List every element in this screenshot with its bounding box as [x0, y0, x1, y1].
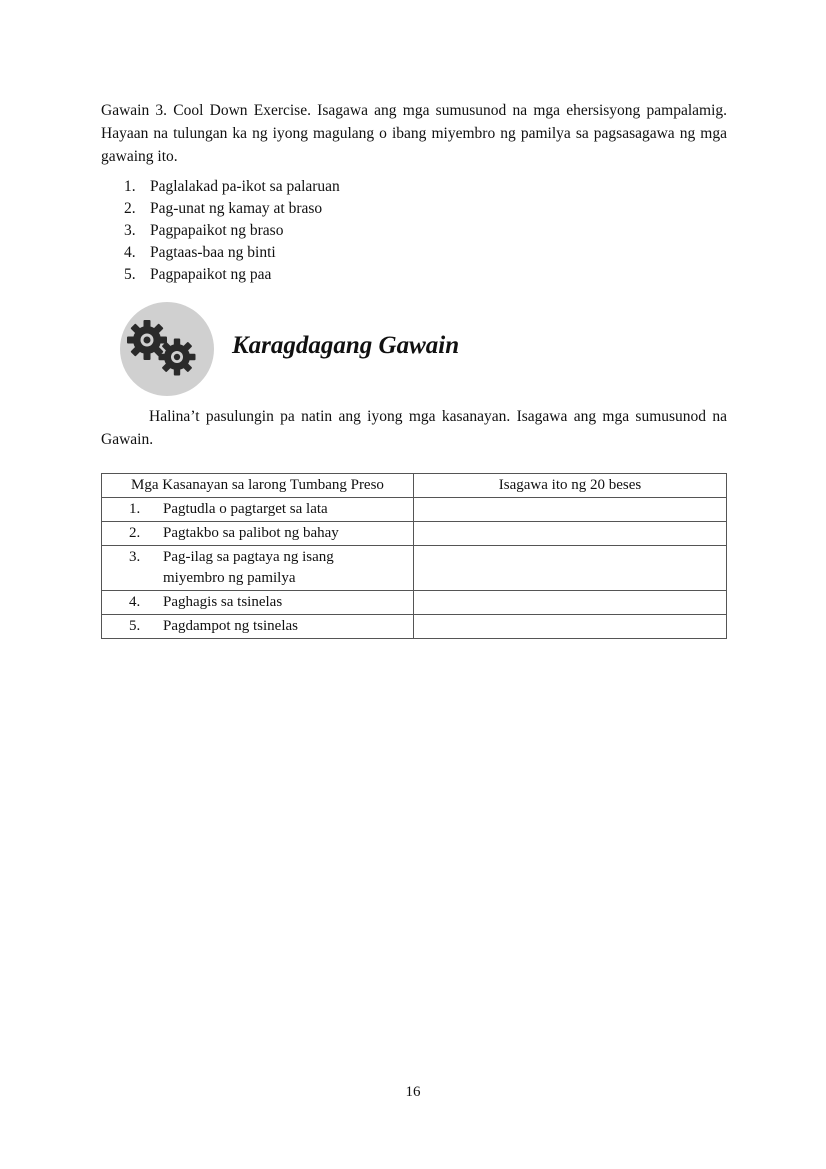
skill-cell — [102, 591, 414, 615]
skill-cell — [102, 498, 414, 522]
list-item — [124, 242, 340, 264]
list-item-number: 2. — [124, 200, 136, 217]
list-item — [124, 198, 340, 220]
table-row — [102, 498, 727, 522]
table-row — [102, 615, 727, 639]
skill-text: Paghagis sa tsinelas — [163, 594, 283, 610]
section-paragraph: Halina’t pasulungin pa natin ang iyong mga kasanayan. Isagawa ang mga sumusunod na Gawain. — [101, 408, 727, 448]
repetition-cell — [414, 615, 727, 639]
skill-cell — [102, 546, 414, 591]
row-number: 1. — [129, 501, 141, 517]
exercise-list — [124, 176, 340, 286]
table-header-row — [102, 474, 727, 498]
table-row — [102, 546, 727, 591]
list-item-number: 1. — [124, 178, 136, 195]
repetition-cell — [414, 591, 727, 615]
row-number: 5. — [129, 618, 141, 634]
table-header-skills: Mga Kasanayan sa larong Tumbang Preso — [102, 474, 414, 498]
row-number: 3. — [129, 549, 141, 565]
list-item-text: Pagpapaikot ng paa — [150, 266, 272, 283]
table-row — [102, 522, 727, 546]
skills-table — [101, 473, 727, 639]
list-item-number: 5. — [124, 266, 136, 283]
page-number: 16 — [405, 1084, 421, 1100]
gears-icon — [120, 302, 214, 396]
repetition-cell — [414, 546, 727, 591]
list-item — [124, 220, 340, 242]
list-item-text: Pagpapaikot ng braso — [150, 222, 284, 239]
section-title: Karagdagang Gawain — [232, 332, 460, 359]
skill-text: Pagtakbo sa palibot ng bahay — [163, 525, 339, 541]
table-row — [102, 591, 727, 615]
list-item-text: Pag-unat ng kamay at braso — [150, 200, 323, 217]
table-header-repetitions: Isagawa ito ng 20 beses — [414, 474, 727, 498]
repetition-cell — [414, 522, 727, 546]
list-item-text: Paglalakad pa-ikot sa palaruan — [150, 178, 340, 195]
skill-text: Pagdampot ng tsinelas — [163, 618, 298, 634]
skill-cell — [102, 522, 414, 546]
list-item-number: 4. — [124, 244, 136, 261]
row-number: 2. — [129, 525, 141, 541]
repetition-cell — [414, 498, 727, 522]
list-item-number: 3. — [124, 222, 136, 239]
list-item — [124, 264, 340, 286]
intro-paragraph: Gawain 3. Cool Down Exercise. Isagawa ang mga sumusunod na mga ehersisyong pampalamig. Hayaan na tulungan ka ng iyong magulang o ibang miyembro ng pamilya sa pagsasagawa ng mga gawaing ito. — [101, 102, 727, 165]
gears-graphic — [120, 302, 214, 396]
row-number: 4. — [129, 594, 141, 610]
list-item-text: Pagtaas-baa ng binti — [150, 244, 276, 261]
list-item — [124, 176, 340, 198]
skill-text: Pagtudla o pagtarget sa lata — [163, 501, 328, 517]
skill-cell — [102, 615, 414, 639]
skill-text: Pag-ilag sa pagtaya ng isang miyembro ng pamilya — [163, 549, 334, 586]
